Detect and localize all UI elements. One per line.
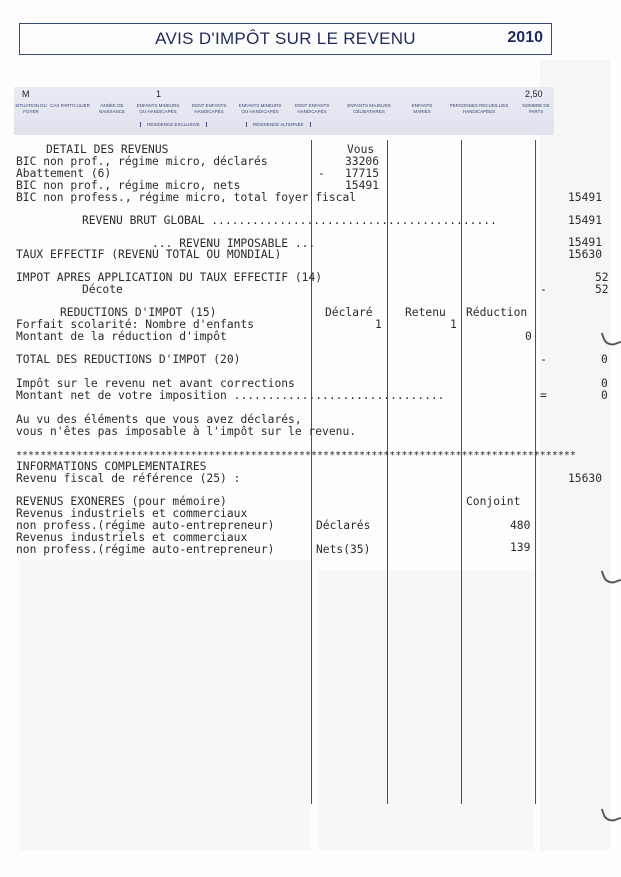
detail-row-value: 15491 — [345, 179, 380, 192]
title-box — [19, 23, 552, 55]
band-label: NOMBRE DE PARTS — [522, 103, 550, 114]
exoneres-row-label: non profess.(régime auto-entrepreneur) — [16, 519, 275, 532]
total-reductions-label: TOTAL DES REDUCTIONS D'IMPOT (20) — [16, 353, 241, 366]
column-rule — [535, 140, 536, 804]
taux-effectif-label: TAUX EFFECTIF (REVENU TOTAL OU MONDIAL) — [16, 248, 282, 261]
detail-row-value: 33206 — [345, 155, 380, 168]
band-label: ENFANTS MAJEURS CÉLIBATAIRES — [347, 103, 391, 114]
show-through-block — [20, 560, 310, 850]
reductions-row-retenu: 1 — [450, 318, 457, 331]
band-label: PERSONNES RECUEILLIES HANDICAPÉES — [449, 103, 509, 114]
band-label: CAS PARTICULIER — [50, 103, 90, 108]
detail-row-label: Abattement (6) — [16, 167, 112, 180]
exoneres-title: REVENUS EXONERES (pour mémoire) — [16, 495, 227, 508]
column-rule — [461, 140, 462, 804]
reductions-row-value: 0 — [525, 330, 532, 343]
exoneres-row-tag: Déclarés — [316, 519, 371, 532]
residence-alternee-label: RÉSIDENCE ALTERNÉE — [246, 122, 311, 127]
reductions-col-retenu: Retenu — [405, 306, 446, 319]
separator-stars: ********************************************************************************************* — [16, 450, 576, 461]
exoneres-row-label: Revenus industriels et commerciaux — [16, 507, 248, 520]
band-label: DONT ENFANTS HANDICAPÉS — [294, 103, 330, 114]
exoneres-row-label: non profess.(régime auto-entrepreneur) — [16, 543, 275, 556]
decote-value: 52 — [595, 283, 609, 296]
parts-value: 2,50 — [525, 89, 543, 99]
rfr-label: Revenu fiscal de référence (25) : — [16, 472, 241, 485]
impot-net-value: 0 — [601, 377, 608, 390]
band-label: ENFANTS MINEURS OU HANDICAPÉS — [136, 103, 180, 114]
column-rule — [387, 140, 388, 804]
montant-net-value: 0 — [601, 389, 608, 402]
revenu-imposable-value: 15491 — [568, 236, 603, 249]
impot-taux-value: 52 — [595, 271, 609, 284]
message-line: vous n'êtes pas imposable à l'impôt sur le revenu. — [16, 425, 357, 438]
page-title: AVIS D'IMPÔT SUR LE REVENU — [155, 29, 416, 48]
reductions-col-reduction: Réduction — [466, 306, 528, 319]
exoneres-row-tag: Nets(35) — [316, 543, 371, 556]
reductions-row-label: Forfait scolarité: Nombre d'enfants — [16, 318, 255, 331]
residence-exclusive-label: RÉSIDENCE EXCLUSIVE — [140, 122, 207, 127]
montant-net-sign: = — [540, 389, 547, 402]
reductions-col-declare: Déclaré — [325, 306, 373, 319]
decote-label: Décote — [82, 283, 123, 296]
taux-effectif-value: 15630 — [568, 248, 603, 261]
band-label: ENFANTS MINEURS OU HANDICAPÉS — [238, 103, 282, 114]
infos-title: INFORMATIONS COMPLEMENTAIRES — [16, 460, 207, 473]
impot-net-label: Impôt sur le revenu net avant corrections — [16, 377, 295, 390]
exoneres-row-label: Revenus industriels et commerciaux — [16, 531, 248, 544]
detail-row-sign: - — [318, 167, 325, 180]
detail-row-label: BIC non prof., régime micro, nets — [16, 179, 241, 192]
reductions-row-label: Montant de la réduction d'impôt — [16, 330, 227, 343]
tax-year: 2010 — [507, 29, 543, 46]
detail-header-vous: Vous — [347, 143, 375, 156]
rfr-value: 15630 — [568, 472, 603, 485]
detail-row-total: 15491 — [568, 191, 603, 204]
total-reductions-sign: - — [540, 353, 547, 366]
exoneres-row-value: 480 — [510, 519, 531, 532]
situation-value: M — [22, 89, 30, 99]
show-through-block — [318, 570, 533, 850]
montant-net-label: Montant net de votre imposition ............................... — [16, 389, 445, 402]
detail-row-label: BIC non profess., régime micro, total foyer fiscal — [16, 191, 357, 204]
revenu-imposable-label: ... REVENU IMPOSABLE ... — [152, 237, 316, 250]
exoneres-row-value: 139 — [510, 541, 531, 554]
reductions-row-declare: 1 — [375, 318, 382, 331]
detail-row-value: 17715 — [345, 167, 380, 180]
detail-row-label: BIC non prof., régime micro, déclarés — [16, 155, 268, 168]
decote-sign: - — [540, 283, 547, 296]
exoneres-col: Conjoint — [466, 495, 521, 508]
band-label: ENFANTS MARIÉS — [411, 103, 433, 114]
message-line: Au vu des éléments que vous avez déclarés, — [16, 413, 302, 426]
band-label: ANNÉE DE NAISSANCE — [98, 103, 125, 114]
children-value: 1 — [156, 89, 162, 99]
detail-header: DETAIL DES REVENUS — [46, 143, 169, 156]
band-label: DONT ENFANTS HANDICAPÉS — [191, 103, 227, 114]
band-label: SITUATION DU FOYER — [15, 103, 47, 114]
revenu-brut-label: REVENU BRUT GLOBAL .......................................... — [82, 214, 497, 227]
reductions-title: REDUCTIONS D'IMPOT (15) — [60, 306, 217, 319]
total-reductions-value: 0 — [601, 353, 608, 366]
impot-taux-label: IMPOT APRES APPLICATION DU TAUX EFFECTIF (14) — [16, 271, 323, 284]
revenu-brut-value: 15491 — [568, 214, 603, 227]
